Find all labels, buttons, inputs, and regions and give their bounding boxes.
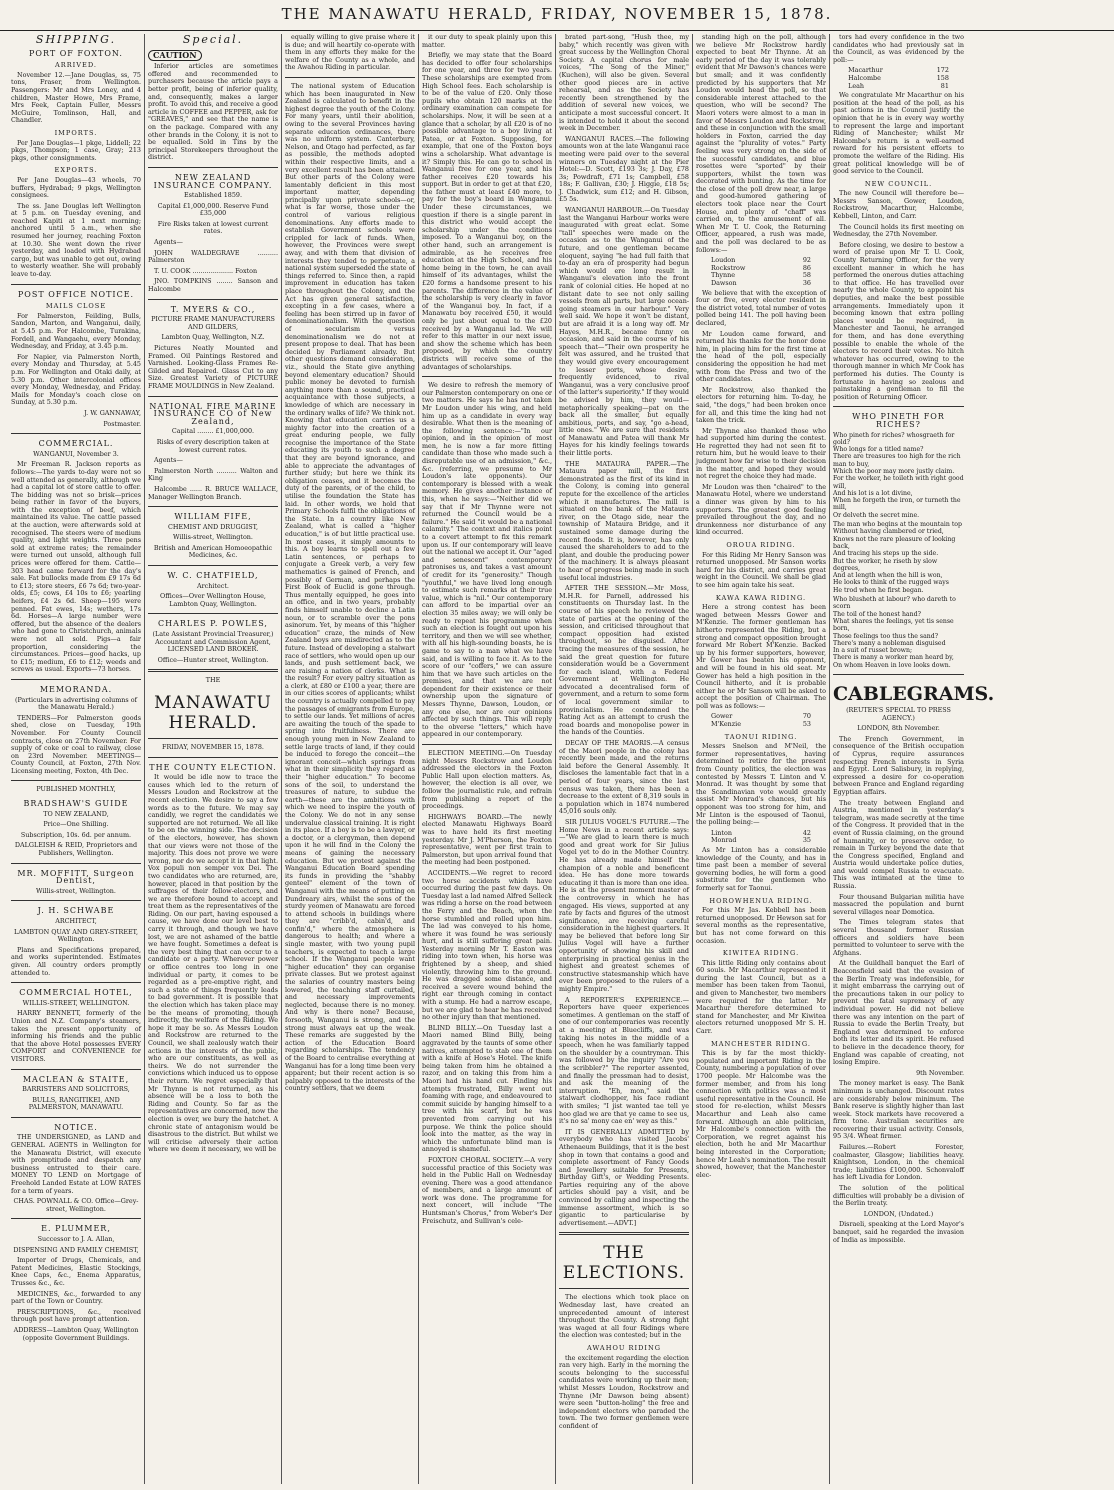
vote-count: 81 xyxy=(940,81,949,90)
masthead xyxy=(0,0,1114,31)
special-heading: Special. xyxy=(182,33,244,46)
column-7 xyxy=(830,33,995,1484)
elections-text: Mr Rockstrow, also thanked the electors for returning him. To-day, he said, "the dogs," had been broken once for all, and this time the king had not taken the trick. xyxy=(696,385,826,425)
elections-text: We congratulate Mr Macarthur on his position at the head of the poll, as his past actions in the Council justify the opinion that he is in every way worthy to represent the large and important Riding of Manchester; whilst Mr Halcombe's return is a well-earned reward for his persistent efforts to promote the welfare of the Riding. His great political knowledge will be of good service to the Council. xyxy=(833,91,964,176)
divider xyxy=(11,780,141,781)
chatfield-text: Offices—Over Wellington House, Lambton Quay, Wellington. xyxy=(160,592,266,608)
commercial-heading: COMMERCIAL. xyxy=(38,439,114,449)
exports-heading: EXPORTS. xyxy=(54,166,98,175)
divider xyxy=(285,77,415,78)
chatfield-role: Architect. xyxy=(197,581,229,590)
elections-text: the excitement regarding the election ran very high. Early in the morning the scouts belonging to the successful candidates were working up their men; whilst Messrs Loudon, Rockstrow and Thynne (Mr Dawson being absent) were seen "button-holing" the free and independent electors who paraded the town. The two former gentlemen were confident of xyxy=(559,1353,689,1430)
horowhenua-heading: HOROWHENUA RIDING. xyxy=(709,896,813,905)
divider xyxy=(11,1117,141,1118)
elections-text: The Council holds its first meeting on Wednesday, the 27th November. xyxy=(833,222,964,239)
divider xyxy=(11,863,141,864)
divider xyxy=(11,284,141,285)
divider xyxy=(148,565,278,566)
vote-count: 158 xyxy=(936,73,949,82)
column-5 xyxy=(556,34,693,1484)
nz-insurance-agent: JOHN WALDEGRAVE .......... Palmerston xyxy=(148,248,278,265)
elections-text: tors had every confidence in the two candidates who had previously sat in the Council, as was evidenced by the poll:— xyxy=(833,33,964,64)
kawa-poll-table xyxy=(709,713,813,728)
mails-close-heading: MAILS CLOSE xyxy=(45,302,107,311)
national-insurance-risks: Risks of every description taken at lowest current rates. xyxy=(156,437,270,454)
elections-text: The elections which took place on Wednesday last, have created an unprecedented amount of interest throughout the County. A strong fight was waged at all four Ridings where the election was contested; but in the xyxy=(559,1293,689,1340)
awahou-poll-table xyxy=(709,257,813,287)
post-signature: J. W. GANNAWAY, xyxy=(84,408,141,417)
port-heading: PORT OF FOXTON. xyxy=(29,48,123,58)
schwabe-role: ARCHITECT, xyxy=(55,917,97,925)
vote-count: 58 xyxy=(802,271,811,280)
vote-count: 70 xyxy=(802,712,811,721)
candidate-name: Rockstrow xyxy=(711,263,746,272)
national-insurance-title: NATIONAL FIRE MARINE INSURANCE CO of New Zealand, xyxy=(149,401,277,426)
myers-role: PICTURE FRAME MANUFACTURERS AND GILDERS, xyxy=(151,315,275,331)
hotel-text: HARRY BENNETT, formerly of the Union and N.Z. Company's steamers, takes the present opportunity of informing his friends and the public that the above Hotel possesses EVERY COMFORT and CONVENIENCE for VISITORS. xyxy=(11,1009,141,1063)
column-6 xyxy=(693,34,830,1484)
column-1 xyxy=(8,34,145,1484)
news-item: A REPORTER'S EXPERIENCE.—Reporters have queer experiences sometimes. A gentleman on the staff of one of our contemporaries was recently at a meeting at Bluecliffs, and was taking his notes in the middle of a speech, when he was familiarly tapped on the shoulder by a countryman. This was followed by the inquiry "Are you the scribbler?" The reporter assented, and finally the pressman had to desist, and ask the meaning of the interruption. "Eh, mon," said the stalwart clodhopper, his face radiant with smiles; "I jist wanted tae tell ye hoo glad we are that ye came to see us, it's no sa' mony cae en' wey as this." xyxy=(559,995,689,1126)
bradshaw-sub: Subscription, 10s. 6d. per annum. xyxy=(20,830,132,839)
vote-count: 36 xyxy=(802,279,811,287)
nz-insurance-agent: T. U. COOK .................... Foxton xyxy=(154,266,258,275)
vote-count: 86 xyxy=(802,263,811,272)
vote-count: 172 xyxy=(936,66,949,75)
elections-text: The new Council will therefore be—Messrs Sanson, Gower, Loudon, Rockstrow, Macarthur, Halcombe, Kebbell, Linton, and Carr. xyxy=(833,189,964,221)
nz-insurance-agents: Agents— xyxy=(154,238,183,247)
candidate-name: Gower xyxy=(711,712,733,721)
divider xyxy=(148,299,278,300)
fife-text: British and American Homoeopathic Medicines, &c. xyxy=(153,543,273,560)
poll-row xyxy=(709,837,813,845)
divider xyxy=(559,1288,689,1289)
powles-text: (Late Assistant Provincial Treasurer,) Accountant and Commission Agent, LICENSED LAND BROKER. xyxy=(152,630,274,654)
nameplate-the: THE xyxy=(205,676,221,685)
editorial-text-1: equally willing to give praise where it is due; and will heartily co-operate with them in any efforts they make for the welfare of the County as a whole, and the Awahou Riding in particular. xyxy=(285,33,415,72)
news-item: AFTER THE SESSION.—Mr Moss, M.H.R. for Parnell, addressed his constituents on Thursday last. In the course of his speech he reviewed the state of parties at the opening of the session, and criticised throughout that compact opposition had existed throughout, so he disguised. After tracing the measures of the session, he said the great question for future consideration would be a Government for each island, with a Federal Government at Wellington. He advocated a decentralised form of government, and a return to some form of local government similar to provincialism. He condemned the Rating Act as an attempt to crush the road boards and monopolise power in the hands of the Counties. xyxy=(559,584,689,737)
post-text-1: For Palmerston, Feilding, Bulls, Sandon, Marton, and Wanganui, daily, at 5.45 p.m. For Halcombe, Turakina, Fordell, and Wangaehu, every Monday, Wednesday, and Friday, at 3.45 p.m. xyxy=(11,311,141,351)
elections-text: Messrs Snelson and M'Neil, the former representatives, having determined to retire for the present from County politics, the election was contested by Messrs T. Linton and V. Monrad. It was thought by some that the Scandinavian vote would greatly assist Mr Monrad's chances, but his opponent was too strong for him, and Mr Linton is the espoused of Taonui, the polling being:— xyxy=(696,742,826,827)
divider xyxy=(148,757,278,758)
hotel-title: COMMERCIAL HOTEL, xyxy=(19,988,133,998)
taonui-heading: TAONUI RIDING. xyxy=(724,732,798,741)
notice-text: THE UNDERSIGNED, as LAND and GENERAL AGENTS in Wellington for the Manawatu District, will execute with promptitude and despatch any business entrusted to their care. MONEY TO LEND on Mortgage of Freehold Landed Estate at LOW RATES for a term of years. xyxy=(11,1133,141,1195)
schwabe-text: Plans and Specifications prepared, and works superintended. Estimates given. All country orders promptly attended to. xyxy=(11,945,141,977)
candidate-name: Linton xyxy=(711,828,732,837)
fife-address: Willis-street, Wellington. xyxy=(173,533,253,542)
divider xyxy=(148,613,278,614)
plummer-medicines: MEDICINES, &c., forwarded to any part of the Town or Country. xyxy=(11,1289,141,1306)
divider xyxy=(11,900,141,901)
national-insurance-agent: Palmerston North .......... Walton and King xyxy=(148,466,278,483)
news-item: SIR JULIUS VOGEL'S FUTURE.—The Home News in a recent article says:—"We are glad to learn there is much good and great work for Sir Julius Vogel yet to do in the Mother Country. He has already made himself the champion of a noble and beneficent idea. He has done more towards educating it than is more than one idea. He is at the present moment master of the controversy in which he has engaged. His views, supported at any rate by facts and figures of the utmost significance, are receiving careful consideration in the highest quarters. It may be believed that before long Sir Julius Vogel will have a further opportunity of showing his skill and enterprising in practical genius in the highest and greatest schemes of constructive statesmanship which have ever been proposed to the rulers of a mighty Empire." xyxy=(559,817,689,994)
bradshaw-monthly: PUBLISHED MONTHLY, xyxy=(36,785,116,794)
myers-title: T. MYERS & CO., xyxy=(170,304,256,314)
manchester-heading: MANCHESTER RIDING. xyxy=(710,1039,812,1048)
cablegrams-heading: CABLEGRAMS. xyxy=(833,683,995,705)
divider xyxy=(11,982,141,983)
vote-count: 92 xyxy=(802,256,811,265)
elections-text: Mr Loudon came forward, and returned his thanks for the honor done him, in placing him for the first time at the head of the poll, especially considering the opposition he had met with from the Press and two of the other candidates. xyxy=(696,329,826,384)
powles-address: Office—Hunter street, Wellington. xyxy=(157,655,269,664)
nz-insurance-agent: JNO. TOMPKINS ........ Sanson and Halcombe xyxy=(148,277,278,294)
elections-text: Mr Loudon was then "chaired" to the Manawatu Hotel, where we understand a dinner was given by him to his supporters. The greatest good feeling prevailed throughout the day, and no drunkenness nor disturbance of any kind occurred. xyxy=(696,482,826,537)
column-2 xyxy=(145,34,282,1484)
divider xyxy=(148,506,278,507)
plummer-role: DISPENSING AND FAMILY CHEMIST, xyxy=(13,1245,139,1254)
awahou-heading: AWAHOU RIDING xyxy=(586,1344,661,1352)
hotel-address: WILLIS-STREET, WELLINGTON. xyxy=(22,998,130,1007)
caution-text: Inferior articles are sometimes offered and recommended to purchasers because the article pays a better profit, being of inferior quality, and, consequently, makes a larger profit. To avoid this, and receive a good article in COFFEE and PEPPER, ask for "GREAVES," and see that the name is on the package. Compared with any other brands in the Colony, it is not to be equalled. Sold in Tins by the principal Storekeepers throughout the district. xyxy=(148,62,278,162)
candidate-name: Leah xyxy=(848,81,865,90)
poem-stanza: Who pineth for riches? whosgraeth for gold? Who longs for a titled name? There are treasures too high for the rich man to buy, Which the poor may more justly claim. For the worker, he toileth with right good will, And his lot is a lot divine, When he forgeth the iron, or turneth the mill, Or delveth the secret mine. xyxy=(833,431,964,519)
news-item: FOXTON CHORAL SOCIETY.—A very successful practice of this Society was held in the Public Hall on Wednesday evening. There was a good attendance of members, and a large amount of work was done. The programme for next concert, will include "The Huntsman's Chorus," from Weber's Der Freischutz, and Sullivan's cele- xyxy=(422,1155,552,1225)
cable-text: The French Government, in consequence of the British occupation of Cyprus, require assurances respecting French interests in Syria and Egypt. Lord Salisbury, in replying, expressed a desire for co-operation between France and England regarding Egyptian affairs. xyxy=(833,734,964,796)
candidate-name: Thynne xyxy=(711,271,736,280)
caution-badge: CAUTION xyxy=(148,50,202,62)
divider xyxy=(833,406,964,407)
shipping-heading: SHIPPING. xyxy=(35,33,117,46)
chatfield-title: W. C. CHATFIELD, xyxy=(167,571,259,581)
cable-text: The treaty between England and Austria, mentioned in yesterday's telegram, was made secretly at the time of the Congress. It provided that in the event of Russia claiming, on the ground of humanity, or to preserve order, to remain in Turkey beyond the date that the Congress specified, England and Austria would undertake police duties, and would compel Russia to evacuate. This was intimated at the time to Russia. xyxy=(833,798,964,891)
plummer-address: ADDRESS—Lambton Quay, Wellington (opposite Government Buildings. xyxy=(13,1325,139,1342)
cable-dateline: LONDON, 8th November. xyxy=(857,724,940,733)
new-council-heading: NEW COUNCIL. xyxy=(864,179,933,188)
news-item: ACCIDENTS.—We regret to record two horse accidents which have occurred during the past few days. On Tuesday last a lad named Alfred Selleck was riding a horse on the road between the Ferry and the Beach, when the horse stumbled and rolled upon him. The lad was conveyed to his home, where it was found he was seriously hurt, and is still suffering great pain. Yesterday morning Mr T. Easton was riding into town when, his horse was frightened by a sheep, and shied violently, throwing him to the ground. He was dragged some distance, and received a severe wound behind the right ear through coming in contact with a stump. He had a narrow escape, but we are glad to hear he has received no other injury than that mentioned. xyxy=(422,868,552,1022)
poem-stanza: Who blusheth at labour? who dareth to scorn The toil of the honest hand? What shares the feelings, yet tis sense born, Those feelings too thus the sand? There's many a nobleman disguised In a suit of russet brown; There is many a worker man heard by, On whom Heaven in love looks down. xyxy=(833,596,956,669)
cable-text: Four thousand Bulgarian militia have massacred the population and burnt several villages near Domotica. xyxy=(833,892,964,916)
cable-text: At the Guildhall banquet the Earl of Beaconsfield said that the evasion of the Berlin Treaty was indefensible, for it might embarrass the carrying out of the precautions taken in our policy to prevent the fatal supremacy of any individual power. He did not believe there was any intention on the part of Russia to evade the Berlin Treaty, but England was determined to enforce both its letter and its spirit. He refused to believe in the decadence theory, for England was capable of creating, not losing Empire. xyxy=(833,959,964,1067)
divider xyxy=(148,167,278,168)
issue-date: FRIDAY, NOVEMBER 15, 1878. xyxy=(162,743,264,751)
imports-heading: IMPORTS. xyxy=(54,128,98,137)
notice-heading: NOTICE. xyxy=(54,1122,98,1132)
column-3 xyxy=(282,34,419,1484)
maclean-address: BULLS, RANGITIKEI, AND PALMERSTON, MANAWATU. xyxy=(28,1095,124,1112)
kawa-heading: KAWA KAWA RIDING. xyxy=(715,593,807,602)
moffitt-address: Willis-street, Wellington. xyxy=(36,886,116,895)
county-election-text: It would be idle now to trace the causes which led to the return of Messrs Loudon and Rockstrow at the recent election. We desire to say a few words as to the future. We may say candidly, we regret the candidates we supported are not returned. We all like to be on the winning side. The decision of the electors, however, has shown that our views were not those of the majority. This does not prove we were wrong, nor do we accept it in that light. Vox populi non semper vox Dei. The two candidates who are returned, are, however, placed in that position by the suffrages of their fellow-electors, and we are therefore bound to accept and treat them as the representatives of the Riding. On our part, having espoused a cause, we have done our level best to carry it through, and though we have lost, we are not ashamed of the battle we have fought. Sometimes a defeat is the very best thing that can occur to a candidate or a party. Wherever power or office centres too long in one individual or party, it comes to be regarded as a pre-emptive right, and such a state of things frequently leads to bad government. It is possible that the election which has taken place may be the means of promoting, though indirectly, the welfare of the Riding. We hope it may be so. As Messrs Loudon and Rockstrow are returned to the Council, we shall zealously watch their actions in the interests of the public, who are our constituents, as well as theirs. We do not surrender the convictions which induced us to oppose their return. We regret especially that Mr Thynne is not returned, as his absence will be a loss to both the Riding and County. So far as the representatives are concerned, now the election is over, we bury the hatchet. A chronic state of antagonism would be disastrous to the district. But whilst we will criticise adversely their action where we deem it necessary, we will be xyxy=(148,773,278,1154)
post-signature-title: Postmaster. xyxy=(103,419,141,428)
fife-role: CHEMIST AND DRUGGIST, xyxy=(167,522,259,531)
poem xyxy=(833,432,964,670)
candidate-name: M'Kenzie xyxy=(711,720,741,729)
fife-title: WILLIAM FIFE, xyxy=(174,512,252,522)
cable-dateline: LONDON, (Undated.) xyxy=(863,1209,934,1218)
post-text-2: For Napier, via Palmerston North, every Monday and Thursday, at 5.45 p.m. For Wellington and Otaki daily, at 5.30 p.m. Other intercolonial offices every Monday, Wednesday, and Friday. Mails for Monday's coach close on Sunday, at 5.30 p.m. xyxy=(11,352,141,407)
plummer-title: E. PLUMMER, xyxy=(41,1224,111,1234)
imports-text: Per Jane Douglas—1 pkge, Liddell; 22 pkgs, Thompson; 1 case, Gray; 213 pkgs, other consignments. xyxy=(11,138,141,162)
poll-row xyxy=(709,721,813,729)
cable-text: The Times telegram states that several thousand former Russian officers and soldiers have been permitted to volunteer to serve with the Afghans. xyxy=(833,918,964,957)
notice-signature: CHAS. POWNALL & CO. Office—Grey-street, Wellington. xyxy=(13,1197,139,1213)
plummer-text: Importer of Drugs, Chemicals, and Patent Medicines, Elastic Stockings, Knee Caps, &c., Enema Apparatus, Trusses &c., &c. xyxy=(11,1256,141,1287)
cable-dateline: 9th November. xyxy=(916,1068,964,1077)
divider xyxy=(148,669,278,672)
divider xyxy=(11,433,141,434)
national-insurance-capital: Capital ........ £1,000,000. xyxy=(171,427,255,436)
elections-text: For this Mr Jas. Kebbell has been returned unopposed. Dr Hewson sat for several months as the representative, but has not come forward on this occasion. xyxy=(696,906,826,945)
newspaper-title: THE MANAWATU HERALD, FRIDAY, NOVEMBER 15, 1878. xyxy=(281,5,833,23)
news-item: brated part-song, "Hush thee, my baby," which recently was given with great success by the Wellington Choral Society. A capital chorus for male voices, "The Song of the Miner," (Kuchen), will also be given. Several other good pieces are in active rehearsal, and as the Society has recently been strengthened by the addition of several new voices, we anticipate a most successful concert. It is intended to hold it about the second week in December. xyxy=(559,33,689,133)
elections-heading: THE ELECTIONS. xyxy=(562,1243,686,1284)
poem-stanza: The man who begins at the mountain top Without having clambered or tried, Knows not the rare pleasure of looking back, And tracing his steps up the side. But the worker, he riseth by slow degrees, And at length when the hill is won, He looks to think of the rugged ways He trod when he first began. xyxy=(833,521,962,594)
column-4 xyxy=(419,34,556,1484)
candidate-name: Dawson xyxy=(711,279,737,287)
elections-text: For this Riding Mr Henry Sanson was returned unopposed. Mr Sanson works hard for his district, and carries great weight in the Council. We shall be glad to see him again take his seat. xyxy=(696,550,826,589)
news-item: BLIND BILLY.—On Tuesday last a Maori named Blind Billy, being aggravated by the taunts of some other natives, attempted to stab one of them with a knife at Hose's Hotel. The knife being taken from him he obtained a razor, and on taking this from him a Maori had his hand cut. Finding his attempts frustrated, Billy went out foaming with rage, and endeavoured to commit suicide by hanging himself to a tree with his scarf, but he was prevented from carrying out his purpose. We think the police should look into the matter, as the way in which the unfortunate blind man is annoyed is shameful. xyxy=(422,1023,552,1154)
news-item: WANGANUI HARBOUR.—On Tuesday last the Wanganui Harbour works were inaugurated with great eclat. Some "tall" speeches were made on the occasion as to the Wanganui of the future, and one gentleman became eloquent, saying "he had full faith that to-day an era of prosperity had begun which would ere long result in Wanganui's elevation into the front rank of colonial cities. He hoped at no distant date to see not only sailing vessels from all parts, but large ocean-going steamers in our harbour." Very well said. We hope it won't be distant, but are afraid it is a long way off. Mr Hayes, M.H.R., became funny on occasion, and said in the course of his speech that—"Their own prosperity he felt was assured, and he trusted that they would give every encouragement to lesser ports, whose desire, frequently evidenced, to rival Wanganui, was a very conclusive proof of the latter's superiority." If they would be advised by him, they would—metaphorically speaking—pat on the back all the smaller, but equally ambitious, ports, and say, "go a-head, little ones." We are sure that residents of Manawatu and Patea will thank Mr Hayes for his kindly feelings towards their little ports. xyxy=(559,206,689,458)
nz-insurance-title: NEW ZEALAND INSURANCE COMPANY. xyxy=(153,172,273,190)
national-insurance-agent: Halcombe ...... R. BRUCE WALLACE, Manager Wellington Branch. xyxy=(148,484,278,501)
myers-address: Lambton Quay, Wellington, N.Z. xyxy=(161,333,265,342)
bradshaw-title: BRADSHAW'S GUIDE xyxy=(23,799,129,809)
maclean-title: MACLEAN & STAITE, xyxy=(22,1074,130,1084)
maclean-role: BARRISTERS AND SOLICITORS, xyxy=(22,1085,130,1094)
exports-text: Per Jane Douglas—43 wheels, 70 buffers, Hydrabad; 9 pkgs, Wellington consignees. xyxy=(11,175,141,200)
divider xyxy=(11,1218,141,1219)
cable-text: The solution of the political difficulties will probably be a division of the Berlin treaty. xyxy=(833,1184,964,1208)
nz-insurance-established: Established 1859. xyxy=(183,191,243,200)
powles-title: CHARLES P. POWLES, xyxy=(158,619,268,629)
page-columns xyxy=(8,34,1106,1484)
candidate-name: Loudon xyxy=(711,256,736,265)
elections-text: As Mr Linton has a considerable knowledge of the County, and has in time past been a member of several governing bodies, he will form a good substitute for the gentlemen who formerly sat for Taonui. xyxy=(696,845,826,892)
scholarship-text: Briefly, we may state that the Board has decided to offer four scholarships for one year, and three for two years. These scholarships are exempted from High School fees. Each scholarship is to be of the value of £20. Only those pupils who obtain 120 marks at the ordinary examination can compete for scholarships. Now, it will be seen at a glance that a scholar, by all £20 is of no possible advantage to a boy living at Patea, or at Foxton. Supposing, for example, that one of the Foxton boys wins a scholarship. What advantage is it? Simply this. He can go to school in Wanganui free for one year, and his father receives £20 towards his support. But in order to get at that £20, the father must at least £40 more, to pay for the boy's board in Wanganui. Under these circumstances, we question if there is a single parent in this district who would accept the scholarship under the conditions imposed. To a Wanganui boy, on the other hand, such an arrangement is admirable, as he receives free education at the High School, and his home being in the town, he can avail himself of its advantages, whilst the £20 forms a handsome present to his parents. The difference in the value of the scholarship is very clearly in favor of the Wanganui boy. In fact, if a Manawatu boy received £50, it would only be just about equal to the £20 received by a Wanganui lad. We will refer to this matter in our next issue, and show the scheme which has been proposed, by which the country districts will receive some of the advantages of scholarships. xyxy=(422,51,552,371)
newspaper-nameplate: MANAWATU HERALD. xyxy=(154,693,272,733)
divider xyxy=(148,396,278,397)
moffitt-title: MR. MOFFITT, Surgeon Dentist, xyxy=(17,868,135,886)
divider xyxy=(148,738,278,739)
bradshaw-publisher: DALGLEISH & REID, Proprietors and Publishers, Wellington. xyxy=(14,841,138,858)
commercial-text: Mr Freeman R. Jackson reports as follows:—The yards to-day were not so well attended as generally, although we had a capital lot of store cattle to offer. The bidding was not so brisk—prices being rather in favor of the buyers, with the exception of beef, which maintained its value. The cattle passed at the auction, were afterwards sold at recognised. The steers were of medium quality, and light weights. Three pens sold at extreme rates; the remainder were turned out unsold, although full prices were offered for them. Cattle—303 head came forward for the day's sale. Fat bullocks made from £9 17s 6d to £13; store steers, £6 7s 6d; two-year-olds, £5; cows, £4 10s to £6; yearling heifers, £4 2s 6d. Sheep—195 were penned. Fat ewes, 14s; wethers, 17s 6d. Horses—A large number were offered, but the absence of the dealers who had gone to Christchurch, animals were not all sold. Pigs—a fair proportion, considering the circumstances. Prices—good hacks, up to £15; medium, £6 to £12; weeds and screws as usual. Exports—73 horses. xyxy=(11,460,141,674)
nz-insurance-capital: Capital £1,000,000. Reserve Fund £35,000 xyxy=(157,201,269,218)
divider xyxy=(422,376,552,377)
elections-text: Mr Thynne also thanked those who had supported him during the contest. He regretted they had not seen fit to return him, but he would leave to their judgment how far wise to their decision in the matter, and hoped they would not regret the choice they had made. xyxy=(696,426,826,481)
candidate-name: Monrad xyxy=(711,836,737,845)
candidate-name: Macarthur xyxy=(848,66,883,75)
divider xyxy=(559,1232,689,1235)
oroua-heading: OROUA RIDING. xyxy=(726,541,796,549)
schwabe-address: LAMBTON QUAY AND GREY-STREET, Wellington. xyxy=(13,927,138,944)
manchester-poll-table xyxy=(846,67,951,90)
news-item: THE MATAURA PAPER.—The Mataura paper mill, the first demonstrated as the first of its kind in the Colony, is coming into general repute for the excellence of the articles which it manufactures. The mill is situated on the bank of the Mataura river, on the Otago side, near the township of Mataura Bridge, and it sustained some damage during the recent floods. It is, however, has only caused the shareholders to add to the plant, and double the producing power of the machinery. It is always pleasant to hear of progress being made in such useful local industries. xyxy=(559,459,689,582)
elections-text: Here a strong contest has been waged between Messrs Gower and M'Kenzie. The former gentleman has hitherto represented the Riding, but a strong and compact opposition brought forward Mr Robert M'Kenzie. Backed up by his former supporters, however, Mr Gower has beaten his opponent, and will be found in his old seat. Mr Gower has held a high position in the Council hitherto, and it is probable either he or Mr Sanson will be asked to accept the position of Chairman. The poll was as follows:— xyxy=(696,603,826,710)
poem-heading: WHO PINETH FOR RICHES? xyxy=(852,412,945,429)
taonui-poll-table xyxy=(709,830,813,845)
advertisement-item: IT IS GENERALLY ADMITTED by everybody who has visited Jacobs' Athenaeum Buildings, that it is the best shop in town that contains a good and complete assortment of Fancy Goods and Jewellery suitable for Presents, Birthday Gift's, or Wedding Presents. Parties requiring any of the above articles should pay a visit, and be convinced by calling and inspecting the immense assortment, which is so gigantic to particularise by advertisement.—ADVT.] xyxy=(559,1127,689,1227)
elections-text: standing high on the poll, although we believe Mr Rockstrow hardly expected to beat Mr Thynne. At an early period of the day it was tolerably evident that Mr Dawson's chances were but small; and it was confidently predicted by his supporters that Mr Loudon would head the poll, so that considerable interest attached to the question, who will be second? The Maori voters were almost to a man in favor of Messrs Loudon and Rockstrow, and these in conjunction with the small holders in Foxton, carried the day against the "plurality of votes." Party feeling was very strong on the side of the successful candidates, and blue rosettes were "sported" by their supporters, whilst the town was decorated with bunting. As the time for the close of the poll drew near, a large and good-humored gathering of electors took place near the Court House, and plenty of "chaff" was carried on, to the amusement of all. When Mr T. U. Cook, the Returning Officer, appeared, a rush was made, and the poll was declared to be as follows:— xyxy=(696,33,826,254)
myers-text: Pictures Neatly Mounted and Framed. Oil Paintings Restored and Varnished. Looking-Glass Frames Re-Gilded and Repaired. Glass Cut to any Size. Greatest Variety of PICTURE FRAME MOULDINGS in New Zealand. xyxy=(148,344,278,390)
education-editorial: The national system of Education which has been inaugurated in New Zealand is calculated to benefit in the highest degree the youth of the Colony. For many years, until their abolition, owing to the several Provinces having separate education ordinances, there was no uniform system. Canterbury, Nelson, and Otago had perfected, as far as possible, the methods adopted within their respective limits, and a very excellent result has been attained. But other parts of the Colony were lamentably deficient in this most important matter, depending principally upon private schools—or, what is far worse, those under the control of various religious denominations. Any efforts made to establish Government schools were crippled for lack of funds. When, however, the Provinces were swept away, and with them that division of interests they tended to perpetuate, a national system superseded the state of things referred to. Since then, a rapid improvement in education has taken place throughout the Colony, and the Act has given general satisfaction, excepting in a few cases, where a feeling has been stirred up in favor of denominationalism. With the question of secularism versus denominationalism we do not at present propose to deal. That has been decided by Parliament already. But other questions demand consideration, viz., should the State give anything beyond elementary education? Should public money be devoted to furnish anything more than a sound, practical acquaintance with those subjects, a knowledge of which are necessary in the ordinary walks of life? We think not. Knowing that education carries us a mighty factor into the creation of a great enduring people, we fully recognise the importance of the State educating its youth to such a degree that they are beyond ignorance, and able to appreciate the advantages of further study; but here we think its obligation ceases, and it becomes the duty of the parents, or of the child, to utilise the foundation the State has laid. In other words, we hold that Primary Schools fulfil the obligations of the State. In a country like New Zealand, what is called a "higher education," is of but little practical use. In most cases, it simply amounts to this. A boy learns to spell out a few Latin sentences, or perhaps to conjugate a Greek verb, a very few mathematics is gained of French, and possibly of German, and perhaps the First Book of Euclid is gone through. Thus mentally equipped, he goes into an office, and in two years, probably finds himself unable to decline a Latin noun, or to scramble over the pons asinorum. Yet, by means of this "higher education" craze, the minds of New Zealand boys are misdirected as to the future. Instead of developing a stalwart race of settlers, who would open up our lands, and push settlement back, we are raising a nation of clerks. What is the result? For every paltry situation as a clerk, at £80 or £100 a year, there are in our cities scores of applicants; whilst the country is actually compelled to pay the passages of emigrants from Europe, to settle our lands. Yet millions of acres are awaiting the touch of the spade to spring into fruitfulness. There are enough young men in New Zealand to settle large tracts of land, if they could be induced to forego the conceit—the ignorant conceit—which springs from what in their simplicity they regard as their "higher education." To become sons of the soil, to understand the treasures of nature, to subdue the earth—these are the ambitions with which we need to inspire the youth of the Colony. We do not in any sense undervalue classical training. It is right in its place. If a boy is to be a lawyer, or a doctor, or a clergyman, then depend upon it he will find in the Colony the means of gaining the necessary education. But we protest against the Wanganui Education Board spending its funds in providing the "shabby genteel" element of the town of Wanganui with the means of putting on Dundreary airs, whilst the sons of the sturdy yeomen of Manawatu are forced to attend schools in buildings where they are "cribb'd, cabin'd, and confin'd," where the atmosphere is dangerous to health; and where a single master, with two young pupil teachers, is expected to teach a large school. If the Wanganui people want "higher education" they can organise private classes. But we protest against the salaries of country masters being lowered, the teaching staff curtailed, and necessary improvements neglected, because there is no money. And why is there none? Because, forsooth, Wanganui is strong, and the strong must always eat up the weak. These remarks are suggested by the action of the Education Board regarding scholarships. The tendency of the Board to centralise everything at Wanganui has for a long time been very apparent; but their recent action is so palpably opposed to the interests of the country settlers, that we deem xyxy=(285,81,415,1093)
news-item: ELECTION MEETING.—On Tuesday night Messrs Rockstrow and Loudon addressed the electors in the Foxton Public Hall upon election matters. As, however, the election is all over, we follow the journalistic rule, and refrain from publishing a report of the proceedings. xyxy=(422,749,552,811)
poll-row xyxy=(709,280,813,288)
news-item: DECAY OF THE MAORIS.—A census of the Maori people in the colony has recently been made, and the returns laid before the General Assembly. It discloses the lamentable fact that in a period of four years, since the last census was taken, there has been a decrease to the extent of 8,319 souls in a population which in 1874 numbered 45,016 souls only. xyxy=(559,739,689,816)
vote-count: 35 xyxy=(802,836,811,845)
arrived-heading: ARRIVED. xyxy=(54,61,98,70)
plummer-prescriptions: PRESCRIPTIONS, &c., received through post have prompt attention. xyxy=(11,1307,141,1324)
ship-note: The ss. Jane Douglas left Wellington at 5 p.m. on Tuesday evening, and reached Kapiti at 1 next morning; anchored until 5 a.m., when she resumed her journey, reaching Foxton at 10.30. She went down the river yesterday, and loaded with Hydrabad cargo, but was unable to get out, owing to westerly weather. She will probably leave to-day. xyxy=(11,201,141,279)
contemporary-text: We desire to refresh the memory of our Palmerston contemporary on one or two matters. He says he has not taken Mr Loudon under his wing, and held him up as a candidate in every way desirable. What then is the meaning of the following sentence:—"In our opinion, and in the opinion of most men, he is now a far more fitting candidate than those who made such a disreputable use of an admission," &c., &c. (referring, we presume to Mr Loudon's late opponents). Our contemporary is blessed with a weak memory. He gives another instance of this, when he says:—"Neither did we say that if Mr Thynne were not returned the Council would be a failure." He said "it would be a national calamity." The context and italics point to a covert attempt to fix this remark upon us. If our contemporary will leave out the national we accept it. Our "aged and senescent" contemporary patronises us, and takes a vast amount of credit for its "generosity." Though "youthful," we have lived long enough to estimate such remarks at their true value, which is "nil." Our contemporary can afford to be impartial over an election 35 miles away; we will only be ready to repeat his programme when such an election is fought out upon his territory, and then we will see whether, with all his high-sounding boasts, he is game to say to a man what we have said, and is willing to face it. As to the score of our "coffers," we can assure him that we have such articles on the premises, and that we are not dependent for their existence or their ownership upon the signature of Messrs Thynne, Dawson, Loudon, or any one else, nor are our opinions affected by such things. This will reply to the obverse "letters," which have appeared in our contemporary. xyxy=(422,381,553,739)
cable-text: Disraeli, speaking at the Lord Mayor's banquet, said he regarded the invasion of India as impossible. xyxy=(833,1220,964,1244)
divider xyxy=(422,744,552,745)
nz-insurance-fire: Fire Risks taken at lowest current rates. xyxy=(157,219,269,236)
elections-text: This little Riding only contains about 60 souls. Mr Macarthur represented it during the last Council, but as a member has been taken from Taonui, and given to Manchester, two members were required for the latter. Mr Macarthur therefore determined to stand for Manchester, and Mr Kiwitea electors returned unopposed Mr S. H. Carr. xyxy=(696,958,826,1036)
memoranda-sub: (Particulars in advertising columns of the Manawatu Herald.) xyxy=(15,695,137,712)
elections-text: We believe that with the exception of four or five, every elector resident in the district voted, total number of votes polled being 141. The poll having been declared, xyxy=(696,288,826,327)
cablegrams-sub: (REUTER'S SPECIAL TO PRESS AGENCY.) xyxy=(846,706,951,722)
memoranda-heading: MEMORANDA. xyxy=(39,684,113,694)
commercial-dateline: WANGANUI, November 3. xyxy=(33,449,119,458)
candidate-name: Halcombe xyxy=(848,73,881,82)
elections-text: Before closing, we desire to bestow a word of praise upon Mr T. U. Cook, County Returning Officer, for the very excellent manner in which he has performed the onerous duties attaching to that office. He has travelled over nearly the whole County, to appoint his deputies, and make the best possible arrangements. Immediately upon it becoming known that extra polling places would be required, in Manchester and Taonui, he arranged for them, and has done everything possible to enable the whole of the electors to record their votes. No hitch whatever has occurred, owing to the thorough manner in which Mr Cook has performed his duties. The County is fortunate in having so zealous and painstaking a gentleman to fill the position of Returning Officer. xyxy=(833,240,964,401)
divider xyxy=(833,674,964,675)
vote-count: 42 xyxy=(802,828,811,837)
poll-row xyxy=(846,83,951,91)
kiwitea-heading: KIWITEA RIDING. xyxy=(722,949,800,958)
cable-text: Failures.—Robert Forester, coalmaster, Glasgow; liabilities heavy. Knightson, London, in the chemical trade; liabilities £100,000. Schonvaloff has left Livadia for London. xyxy=(833,1143,964,1182)
divider xyxy=(11,1069,141,1070)
divider xyxy=(11,679,141,680)
vote-count: 53 xyxy=(802,720,811,729)
news-item: WANGANUI RACES.—The following amounts won at the late Wanganui race meeting were paid over to the several winners on Tuesday night at the Pier Hotel:—D. Scott, £193 3s; J. Day, £78 3s; Powdraft, £71 1s; Campbell, £58 18s; F. Gallivan, £30; J. Higgie, £18 5s; J. Chadwick, sum £12; and H. Gibson, £5 5s. xyxy=(559,134,689,204)
county-election-heading: THE COUNTY ELECTION. xyxy=(149,762,277,772)
bradshaw-to: TO NEW ZEALAND, xyxy=(43,809,109,818)
bradshaw-price: Price—One Shilling. xyxy=(43,820,109,829)
post-office-heading: POST OFFICE NOTICE. xyxy=(17,289,135,299)
schwabe-title: J. H. SCHWABE xyxy=(37,906,115,916)
news-item: HIGHWAYS BOARD.—The newly elected Manawatu Highways Board was to have held its first meeting yesterday. Mr J. M'Pherson, the Foxton representative, went per first train to Palmerston, but upon arrival found that the meeting had been postponed. xyxy=(422,812,552,867)
elections-text: This is by far the most thickly-populated and important Riding in the County, numbering a population of over 1700 people. Mr Halcombe was the former member, and from his long connection with politics was a most useful representative in the Council. He stood for re-election, whilst Messrs Macarthur and Leah also came forward. Although an able politician, Mr Halcombe's connection with the Corporation, we regret against his election, both he and Mr Macarthur being interested in the Corporation; hence Mr Leah's nomination. The result showed, however, that the Manchester elec- xyxy=(696,1049,826,1179)
memoranda-text: TENDERS—For Palmerston goods shed, close on Tuesday, 19th November. For County Council contracts, close on 27th November. For supply of coke or coal to railway, close on 23rd November. MEETINGS—County Council, at Foxton, 27th Nov. Licensing meeting, Foxton, 4th Dec. xyxy=(11,713,141,775)
national-insurance-agents: Agents— xyxy=(154,456,183,465)
cable-text: The money market is easy. The Bank minimum is unchanged. Discount rates are considerably below minimum. The Bank reserve is slightly higher than last week. Stock markets have recovered a firm tone. Australian securities are recovering their usual activity. Consols, 95 3/4. Wheat firmer. xyxy=(833,1079,964,1141)
plummer-sub: Successor to J. A. Allan, xyxy=(37,1235,115,1243)
arrived-text: November 12.—Jane Douglas, ss, 75 tons, Fraser, from Wellington. Passengers: Mr and Mrs Loney, and 4 children, Master Howe, Mrs Frame, Mrs Feek, Captain Fuller, Messrs McGuire, Tomlinson, Hall, and Chandler. xyxy=(11,70,141,125)
editorial-text: it our duty to speak plainly upon this matter. xyxy=(422,33,552,49)
